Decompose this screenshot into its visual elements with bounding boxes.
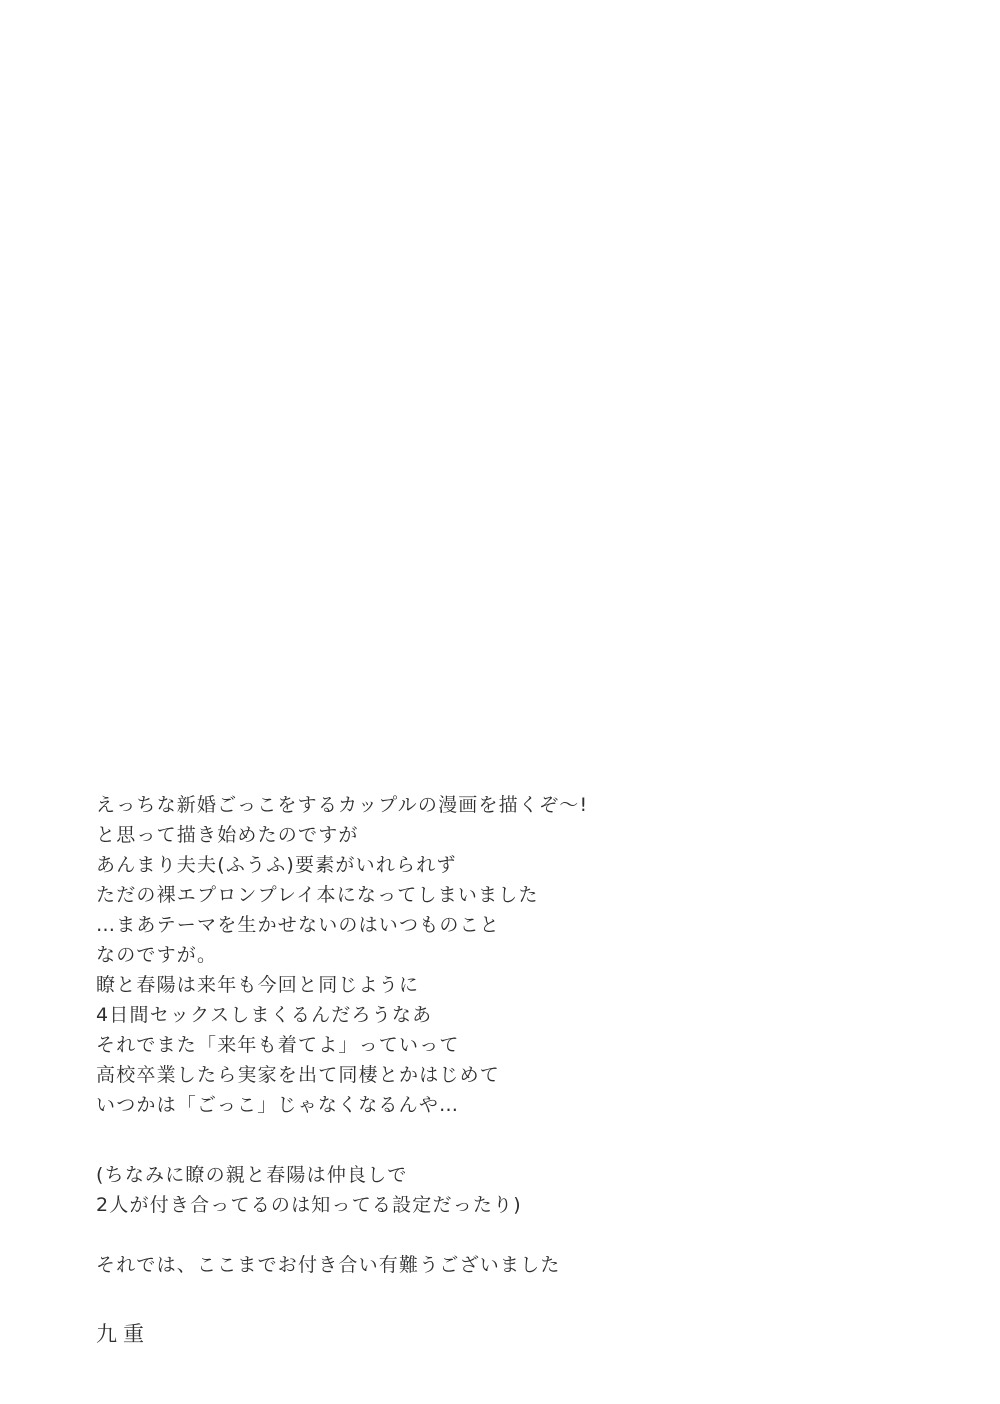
afterword-text-block xyxy=(96,790,916,1220)
afterword-line: なのですが。 xyxy=(96,944,218,966)
closing-message xyxy=(96,1250,561,1280)
afterword-note-block xyxy=(96,1160,916,1220)
afterword-line: いつかは「ごっこ」じゃなくなるんや… xyxy=(96,1094,460,1116)
afterword-line: と思って描き始めたのですが xyxy=(96,824,359,846)
author-signature: 九重 xyxy=(96,1322,150,1346)
afterword-line: 高校卒業したら実家を出て同棲とかはじめて xyxy=(96,1064,501,1086)
afterword-note-line: (ちなみに瞭の親と春陽は仲良しで xyxy=(96,1164,408,1186)
afterword-line: 4日間セックスしまくるんだろうなあ xyxy=(96,1004,433,1026)
closing-line: それでは、ここまでお付き合い有難うございました xyxy=(96,1254,561,1276)
afterword-line: ただの裸エプロンプレイ本になってしまいました xyxy=(96,884,539,906)
afterword-line: …まあテーマを生かせないのはいつものこと xyxy=(96,914,501,936)
afterword-line: 瞭と春陽は来年も今回と同じように xyxy=(96,974,420,996)
afterword-line: それでまた「来年も着てよ」っていって xyxy=(96,1034,460,1056)
afterword-line: えっちな新婚ごっこをするカップルの漫画を描くぞ〜! xyxy=(96,794,589,816)
afterword-note-line: 2人が付き合ってるのは知ってる設定だったり) xyxy=(96,1194,522,1216)
afterword-line: あんまり夫夫(ふうふ)要素がいれられず xyxy=(96,854,457,876)
paragraph-spacer xyxy=(96,1120,916,1142)
